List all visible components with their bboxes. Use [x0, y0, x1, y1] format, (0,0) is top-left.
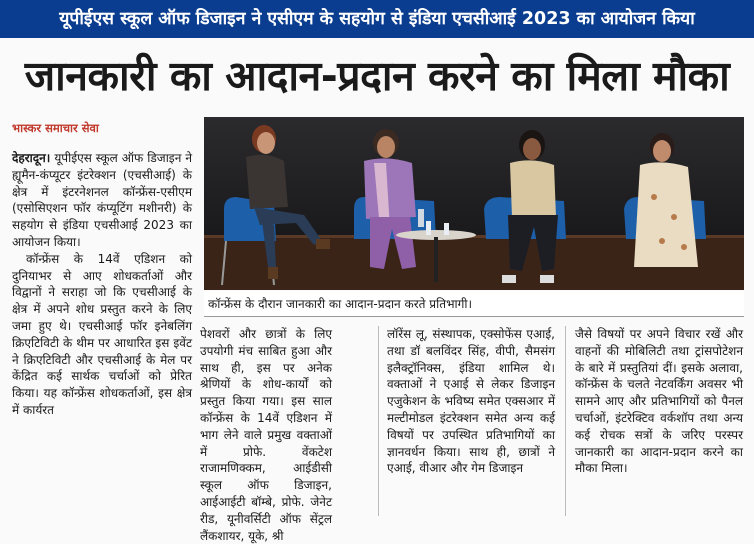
article-column-4-text: जैसे विषयों पर अपने विचार रखें और वाहनों की मोबिलिटी तथा ट्रांसपोटेशन के बारे में प्रस्तुतियां दीं। इसके अलावा, कॉन्फ्रेंस के चलते नेटवर्किंग अवसर भी सामने आए और प्रतिभागियों को पैनल चर्चाओं, इंटरेक्टिव वर्कशॉप तथा अन्य कई रोचक सत्रों के जरिए परस्पर जानकारी का आदान-प्रदान करने का मौका मिला। [575, 327, 743, 476]
article-column-2-text: पेशवरों और छात्रों के लिए उपयोगी मंच साबित हुआ और साथ ही, इस पर अनेक श्रेणियों के शोध-कार्यों को प्रस्तुत किया गया। इस साल कॉन्फ्रेंस के 14वें एडिशन में भाग लेने वाले प्रमुख वक्ताओं में प्रोफे. वेंकटेश राजामणिक्कम, आईडीसी स्कूल ऑफ डिजाइन, आईआईटी बॉम्बे, प्रोफे. जेनेट रीड, यूनीवर्सिटी ऑफ सेंट्रल लैंकशायर, यूके, श्री [200, 327, 332, 543]
photo-caption: कॉन्फ्रेंस के दौरान जानकारी का आदान-प्रदान करते प्रतिभागी। [204, 291, 744, 317]
article-column-4 [575, 326, 743, 518]
column-divider [378, 326, 379, 516]
byline: भास्कर समाचार सेवा [12, 121, 99, 135]
panel-photo [204, 117, 744, 290]
article-paragraph-1: यूपीईएस स्कूल ऑफ डिजाइन ने ह्यूमैन-कंप्यूटर इंटरेक्शन (एचसीआई) के क्षेत्र में इंटरनेशनल कॉन्फ्रेंस-एसीएम (एसोसिएशन फॉर कंप्यूटिंग मशीनरी) के सहयोग से इंडिया एचसीआई 2023 का आयोजन किया। [12, 151, 192, 249]
kicker-banner: यूपीईएस स्कूल ऑफ डिजाइन ने एसीएम के सहयोग से इंडिया एचसीआई 2023 का आयोजन किया [0, 0, 754, 38]
panel-photo-illustration [204, 117, 744, 290]
article-column-3-text: लॉरेंस लू, संस्थापक, एक्सोफेंस एआई, तथा डॉ बलविंदर सिंह, वीपी, सैमसंग इलैक्ट्रॉनिक्स, इंडिया शामिल थे। वक्ताओं ने एआई से लेकर डिजाइन एजुकेशन के भविष्य समेत एक्सआर में मल्टीमोडल इंटरेक्शन समेत अन्य कई विषयों पर उपस्थित प्रतिभागियों का ज्ञानवर्धन किया। साथ ही, छात्रों ने एआई, वीआर और गेम डिजाइन [387, 327, 555, 476]
headline: जानकारी का आदान-प्रदान करने का मिला मौका [24, 52, 730, 100]
article-column-2 [200, 326, 332, 543]
article-column-3 [387, 326, 555, 518]
article-paragraph-2: कॉन्फ्रेंस के 14वें एडिशन को दुनियाभर से आए शोधकर्ताओं और विद्वानों ने सराहा जो कि एचसीआई के क्षेत्र में अपने शोध प्रस्तुत करने के लिए जमा हुए थे। एचसीआई फॉर इनेबलिंग क्रिएटिविटी के थीम पर आधारित इस इवेंट ने क्रिएटिविटी और एचसीआई के मेल पर केंद्रित कई सार्थक चर्चाओं को प्रेरित किया। यह कॉन्फ्रेंस शोधकर्ताओं, इस क्षेत्र में कार्यरत [12, 251, 192, 417]
dateline: देहरादून। [12, 151, 51, 165]
column-divider [565, 326, 566, 516]
article-column-1 [12, 150, 192, 518]
